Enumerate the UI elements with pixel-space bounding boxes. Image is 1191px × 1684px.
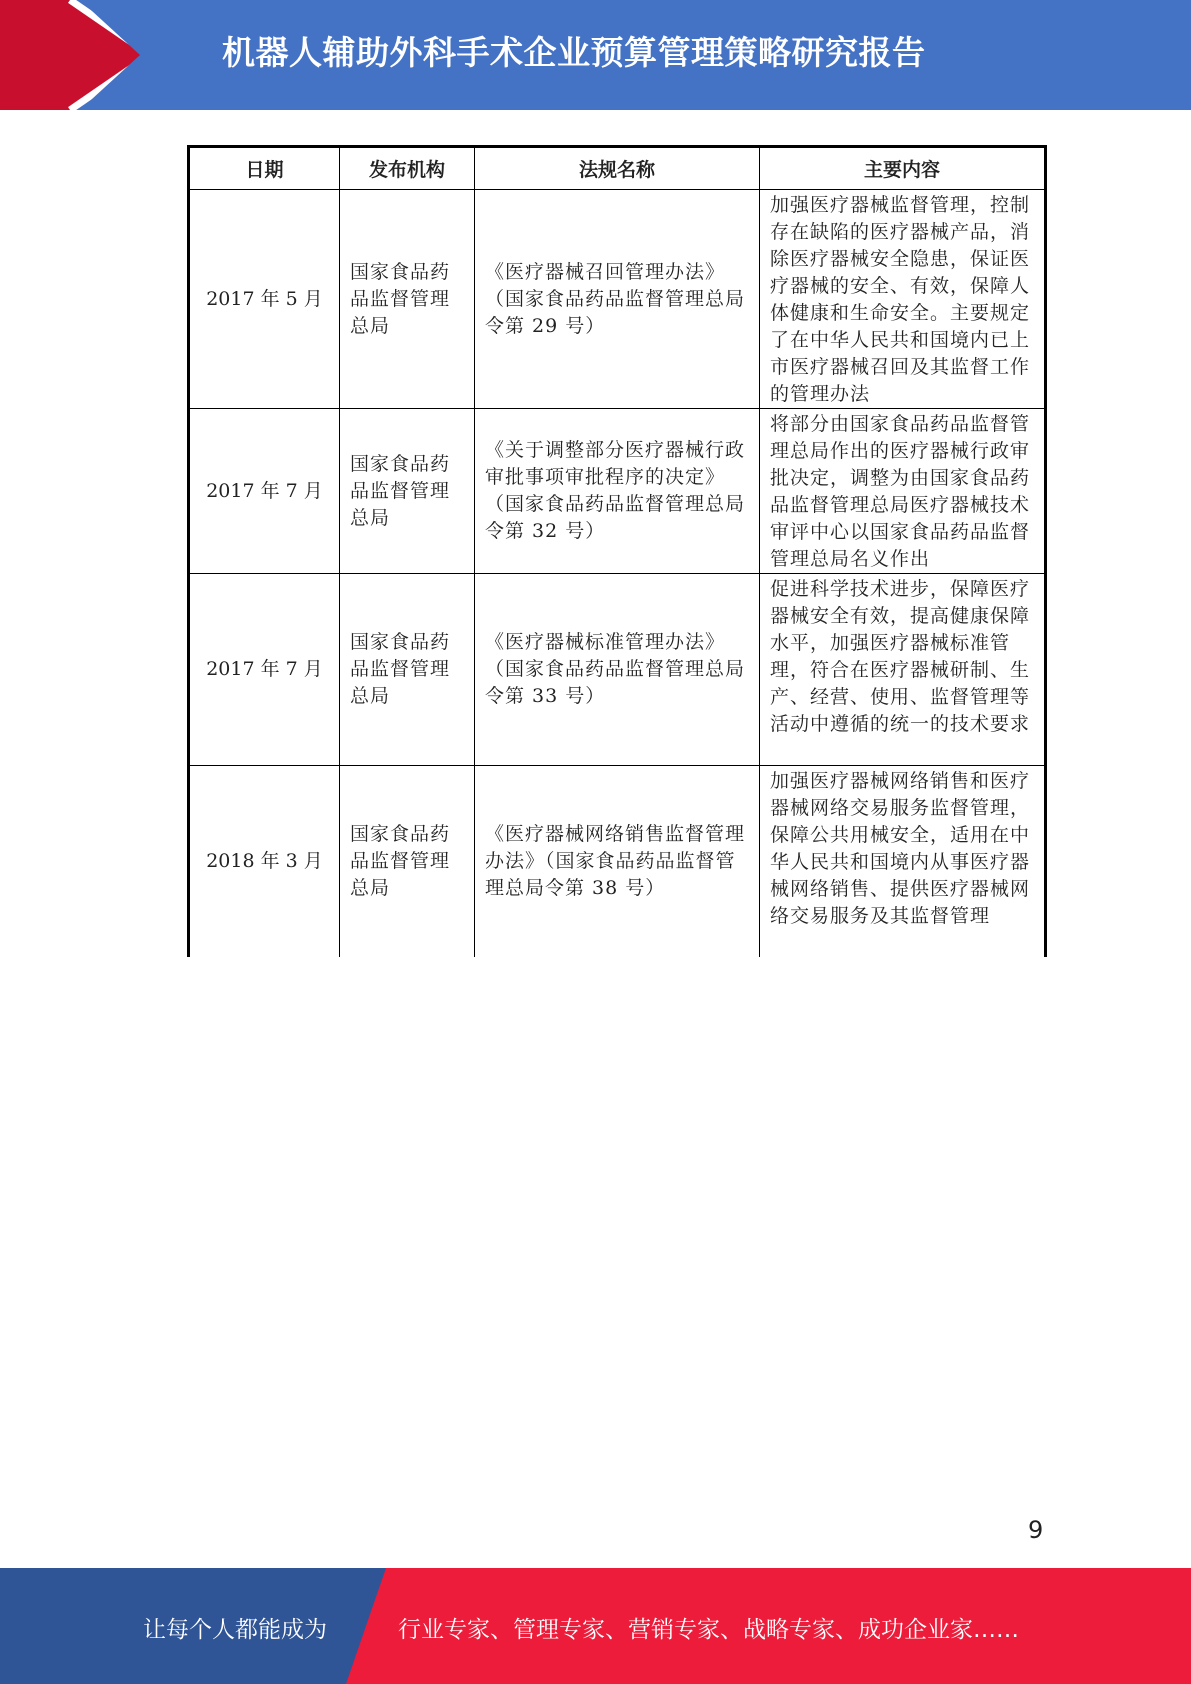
table-row	[189, 409, 1046, 574]
table-row	[189, 766, 1046, 957]
header-band	[0, 0, 1191, 110]
page-number: 9	[1028, 1516, 1044, 1544]
column-header-content: 主要内容	[760, 147, 1046, 190]
table-row	[189, 574, 1046, 766]
footer-slogan-right: 行业专家、管理专家、营销专家、战略专家、成功企业家……	[398, 1617, 1019, 1643]
column-header-date: 日期	[189, 147, 340, 190]
chevron-decoration	[0, 0, 160, 110]
cell-agency: 国家食品药品监督管理总局	[340, 190, 475, 409]
footer-slogan-left: 让每个人都能成为	[143, 1617, 327, 1643]
cell-agency: 国家食品药品监督管理总局	[340, 766, 475, 957]
report-title: 机器人辅助外科手术企业预算管理策略研究报告	[222, 33, 926, 72]
cell-content: 将部分由国家食品药品监督管理总局作出的医疗器械行政审批决定，调整为由国家食品药品监督管理总局医疗器械技术审评中心以国家食品药品监督管理总局名义作出	[760, 409, 1046, 574]
column-header-agency: 发布机构	[340, 147, 475, 190]
cell-date: 2017 年 7 月	[189, 409, 340, 574]
cell-content: 加强医疗器械网络销售和医疗器械网络交易服务监督管理，保障公共用械安全，适用在中华人民共和国境内从事医疗器械网络销售、提供医疗器械网络交易服务及其监督管理	[760, 766, 1046, 957]
cell-date: 2018 年 3 月	[189, 766, 340, 957]
cell-agency: 国家食品药品监督管理总局	[340, 574, 475, 766]
cell-date: 2017 年 7 月	[189, 574, 340, 766]
cell-date: 2017 年 5 月	[189, 190, 340, 409]
cell-regulation: 《医疗器械网络销售监督管理办法》（国家食品药品监督管理总局令第 38 号）	[475, 766, 760, 957]
cell-regulation: 《医疗器械标准管理办法》（国家食品药品监督管理总局令第 33 号）	[475, 574, 760, 766]
table-header-row	[189, 147, 1046, 190]
column-header-regulation: 法规名称	[475, 147, 760, 190]
cell-agency: 国家食品药品监督管理总局	[340, 409, 475, 574]
cell-content: 加强医疗器械监督管理，控制存在缺陷的医疗器械产品，消除医疗器械安全隐患，保证医疗器械的安全、有效，保障人体健康和生命安全。主要规定了在中华人民共和国境内已上市医疗器械召回及其监督工作的管理办法	[760, 190, 1046, 409]
table-row	[189, 190, 1046, 409]
regulation-table	[187, 145, 1047, 957]
cell-regulation: 《关于调整部分医疗器械行政审批事项审批程序的决定》（国家食品药品监督管理总局令第 32 号）	[475, 409, 760, 574]
cell-regulation: 《医疗器械召回管理办法》（国家食品药品监督管理总局令第 29 号）	[475, 190, 760, 409]
cell-content: 促进科学技术进步，保障医疗器械安全有效，提高健康保障水平，加强医疗器械标准管理，符合在医疗器械研制、生产、经营、使用、监督管理等活动中遵循的统一的技术要求	[760, 574, 1046, 766]
